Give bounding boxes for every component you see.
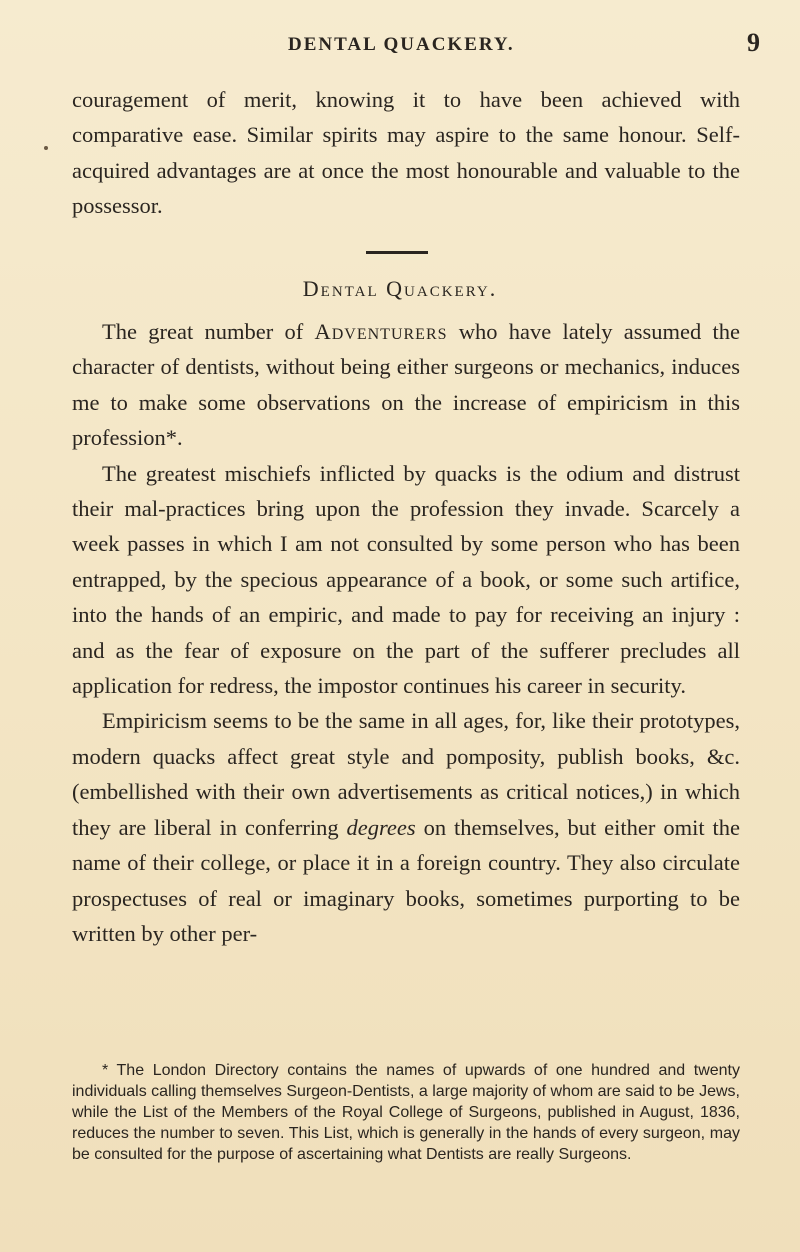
footnote: * The London Directory contains the names of upwards of one hundred and twenty individuals calling themselves Surgeon-Dentists, a large majority of whom are said to be Jews, while the List of the Members of the Royal College of Surgeons, published in August, 1836, reduces the number to seven. This List, which is generally in the hands of every surgeon, may be consulted for the purpose of ascertaining what Dentists are really Surgeons. (72, 1062, 740, 1163)
margin-speck (44, 146, 48, 150)
intro-paragraph: couragement of merit, knowing it to have been achieved with comparative ease. Similar spirits may aspire to the same honour. Self-acquired advantages are at once the most honourable and valuable to the possessor. (72, 87, 740, 219)
italic-term: degrees (346, 814, 416, 840)
paragraph-text: who have lately assumed the character of dentists, without being either surgeons or mechanics, induces me to make some observations on the increase of empiricism in this profession*. (72, 319, 740, 451)
paragraph-mischiefs: The greatest mischiefs inflicted by quacks is the odium and distrust their mal-practices bring upon the profession they invade. Scarcely a week passes in which I am not consulted by some person who has been entrapped, by the specious appearance of a book, or some such artifice, into the hands of an empiric, and made to pay for receiving an injury : and as the fear of exposure on the part of the sufferer precludes all application for redress, the impostor continues his career in security. (72, 460, 740, 699)
running-head (270, 30, 760, 70)
paragraph-empiricism (72, 703, 740, 951)
paragraph-text: The great number of (102, 319, 315, 344)
section-heading: Dental Quackery. (302, 276, 498, 301)
section-divider-rule (366, 251, 428, 254)
main-text (72, 314, 740, 951)
paragraph-adventurers (72, 314, 740, 456)
running-head-title: DENTAL QUACKERY. (288, 34, 515, 55)
paragraph-text: Empiricism seems to be the same in all ages, for, like their prototypes, modern quacks affect great style and pomposity, publish books, &c. (embellished with their own advertisements as critical notices,) in which they are liberal in conferring (72, 708, 740, 840)
paragraph-text: on themselves, but either omit the name of their college, or place it in a foreign country. They also circulate prospectuses of real or imaginary books, sometimes purporting to be written by other per- (72, 814, 740, 946)
smallcaps-term: Adventurers (314, 319, 448, 344)
page-number: 9 (747, 28, 760, 57)
